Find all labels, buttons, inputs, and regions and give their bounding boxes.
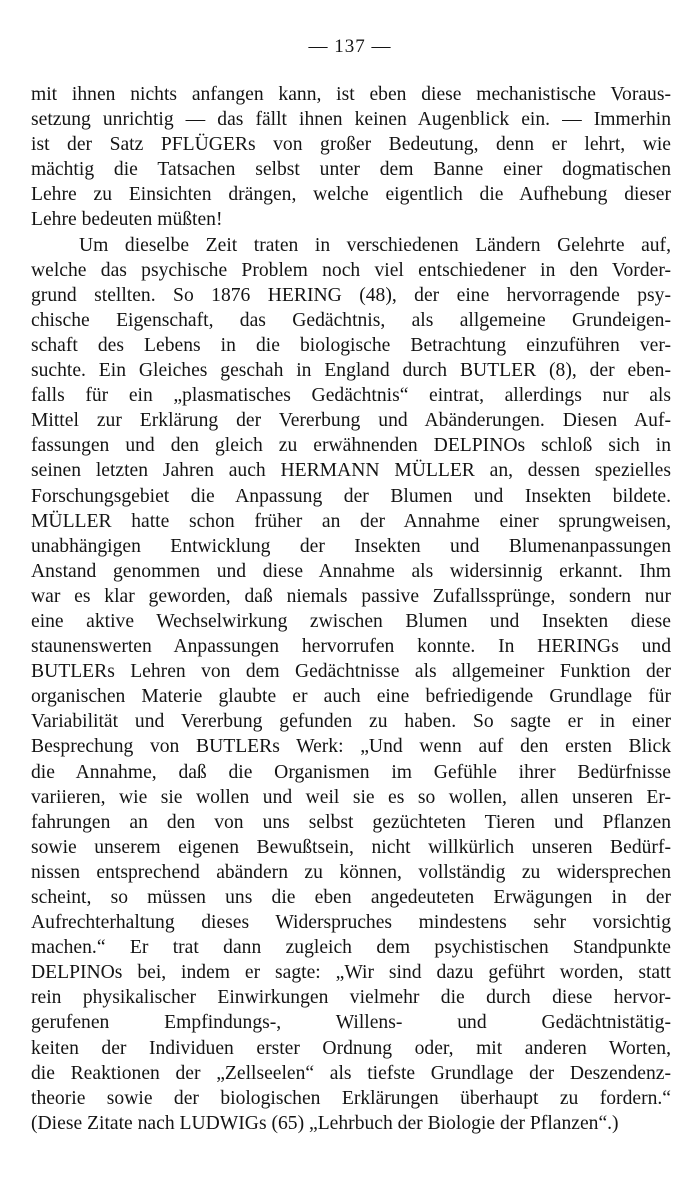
text-line: theorie sowie der biologischen Erklärungen überhaupt zu fordern.“ (31, 1087, 671, 1109)
paragraph-1 (31, 82, 671, 233)
paragraph-2 (31, 233, 671, 1136)
text-line: BUTLERs Lehren von dem Gedächtnisse als allgemeiner Funktion der (31, 661, 671, 683)
text-line: welche das psychische Problem noch viel entschiedener in den Vorder- (31, 259, 671, 281)
text-line: eine aktive Wechselwirkung zwischen Blumen und Insekten diese (31, 610, 671, 632)
text-line: schaft des Lebens in die biologische Betrachtung einzuführen ver- (31, 334, 671, 356)
text-line: sowie unserem eigenen Bewußtsein, nicht willkürlich unseren Bedürf- (31, 836, 671, 858)
text-line: chische Eigenschaft, das Gedächtnis, als allgemeine Grundeigen- (31, 309, 671, 331)
text-line: grund stellten. So 1876 HERING (48), der eine hervorragende psy- (31, 284, 671, 306)
text-line: unabhängigen Entwicklung der Insekten und Blumenanpassungen (31, 535, 671, 557)
text-line: nissen entsprechend abändern zu können, vollständig zu widersprechen (31, 861, 671, 883)
text-line: mit ihnen nichts anfangen kann, ist eben diese mechanistische Voraus- (31, 84, 671, 105)
text-line: ist der Satz PFLÜGERs von großer Bedeutung, denn er lehrt, wie (31, 134, 671, 156)
text-line: fahrungen an den von uns selbst gezüchteten Tieren und Pflanzen (31, 811, 671, 833)
text-line: rein physikalischer Einwirkungen vielmehr die durch diese hervor- (31, 987, 671, 1009)
text-line: gerufenen Empfindungs-, Willens- und Gedächtnistätig- (31, 1012, 671, 1034)
body-text (31, 82, 671, 1136)
text-line: Lehre zu Einsichten drängen, welche eigentlich die Aufhebung dieser (31, 184, 671, 206)
page-number: — 137 — (308, 36, 392, 57)
text-line: Besprechung von BUTLERs Werk: „Und wenn auf den ersten Blick (31, 736, 671, 758)
text-line: machen.“ Er trat dann zugleich dem psychistischen Standpunkte (31, 937, 671, 959)
text-line: falls für ein „plasmatisches Gedächtnis“ eintrat, allerdings nur als (31, 385, 671, 407)
text-line: Anstand genommen und diese Annahme als widersinnig erkannt. Ihm (31, 560, 671, 582)
text-line: suchte. Ein Gleiches geschah in England durch BUTLER (8), der eben- (31, 360, 671, 382)
text-line: Mittel zur Erklärung der Vererbung und Abänderungen. Diesen Auf- (31, 410, 671, 432)
text-line: mächtig die Tatsachen selbst unter dem Banne einer dogmatischen (31, 159, 671, 181)
text-line: Aufrechterhaltung dieses Widerspruches mindestens sehr vorsichtig (31, 912, 671, 934)
text-line: Forschungsgebiet die Anpassung der Blumen und Insekten bildete. (31, 485, 671, 507)
text-line: scheint, so müssen uns die eben angedeuteten Erwägungen in der (31, 887, 671, 908)
text-line: Lehre bedeuten müßten! (31, 209, 223, 231)
text-line: MÜLLER hatte schon früher an der Annahme einer sprungweisen, (31, 510, 671, 532)
text-line: Um dieselbe Zeit traten in verschiedenen Ländern Gelehrte auf, (79, 234, 671, 256)
text-line: Variabilität und Vererbung gefunden zu haben. So sagte er in einer (31, 711, 671, 733)
text-line: setzung unrichtig — das fällt ihnen keinen Augenblick ein. — Immerhin (31, 109, 671, 131)
text-line: variieren, wie sie wollen und weil sie es so wollen, allen unseren Er- (31, 786, 671, 808)
text-line: seinen letzten Jahren auch HERMANN MÜLLER an, dessen spezielles (31, 460, 671, 482)
text-line: (Diese Zitate nach LUDWIGs (65) „Lehrbuch der Biologie der Pflanzen“.) (31, 1112, 619, 1134)
text-line: keiten der Individuen erster Ordnung oder, mit anderen Worten, (31, 1037, 671, 1059)
text-line: organischen Materie glaubte er auch eine befriedigende Grundlage für (31, 686, 671, 708)
text-line: staunenswerten Anpassungen hervorrufen konnte. In HERINGs und (31, 636, 671, 658)
text-line: DELPINOs bei, indem er sagte: „Wir sind dazu geführt worden, statt (31, 962, 671, 984)
text-line: die Annahme, daß die Organismen im Gefühle ihrer Bedürfnisse (31, 761, 671, 783)
text-line: war es klar geworden, daß niemals passive Zufallssprünge, sondern nur (31, 585, 671, 607)
text-line: fassungen und den gleich zu erwähnenden DELPINOs schloß sich in (31, 435, 671, 457)
text-line: die Reaktionen der „Zellseelen“ als tiefste Grundlage der Deszendenz- (31, 1062, 671, 1084)
